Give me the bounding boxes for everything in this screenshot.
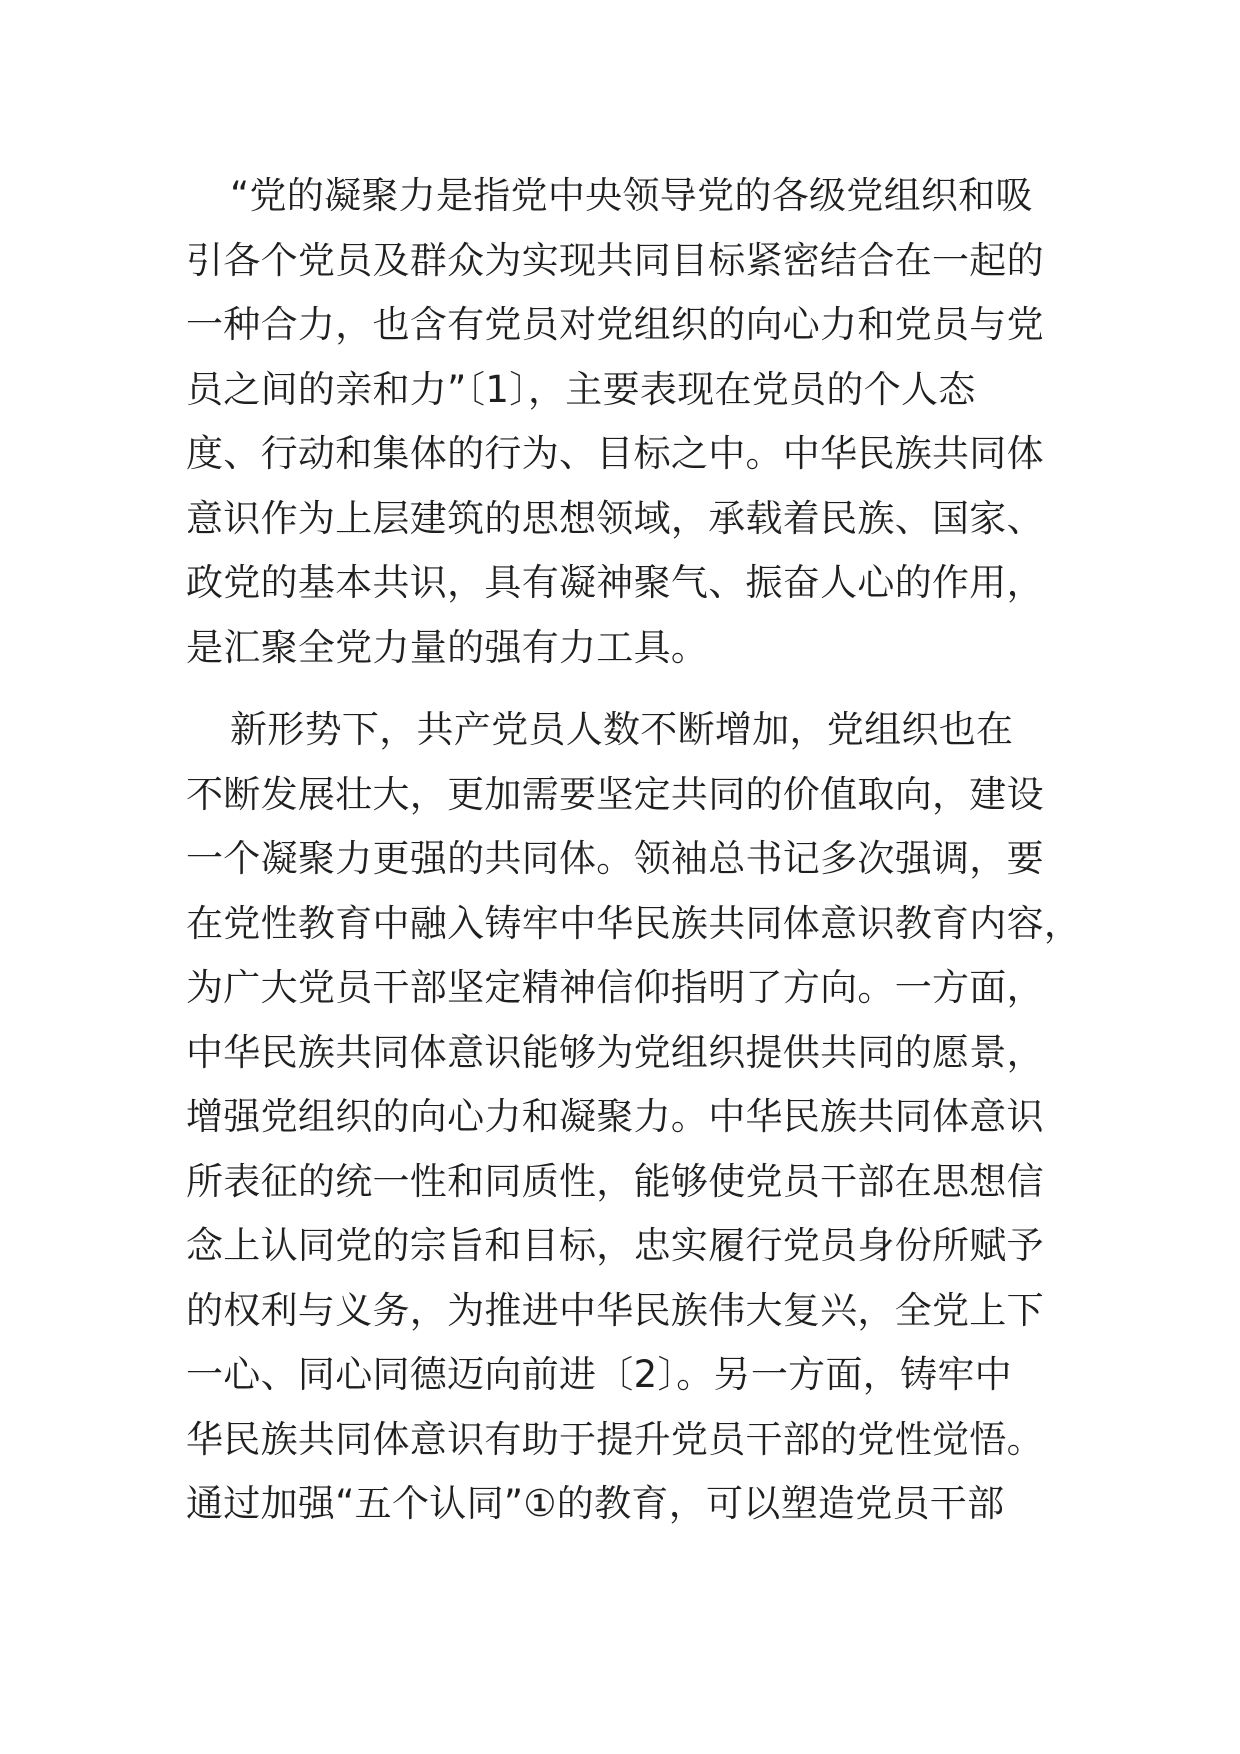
paragraph-line: 华民族共同体意识有助于提升党员干部的党性觉悟。	[186, 1417, 1044, 1461]
paragraph-line: 意识作为上层建筑的思想领域，承载着民族、国家、	[186, 496, 1044, 540]
paragraph-line: 在党性教育中融入铸牢中华民族共同体意识教育内容，	[186, 901, 1082, 945]
paragraph-line: “党的凝聚力是指党中央领导党的各级党组织和吸	[230, 174, 1033, 217]
paragraph-line: 所表征的统一性和同质性，能够使党员干部在思想信	[186, 1159, 1044, 1203]
paragraph-line: 通过加强“五个认同”①的教育，可以塑造党员干部	[186, 1482, 1005, 1525]
paragraph-line: 的权利与义务，为推进中华民族伟大复兴，全党上下	[186, 1288, 1044, 1332]
paragraph-line: 度、行动和集体的行为、目标之中。中华民族共同体	[186, 432, 1044, 475]
paragraph-line: 为广大党员干部坚定精神信仰指明了方向。一方面，	[186, 966, 1044, 1009]
paragraph-line: 一心、同心同德迈向前进〔2〕。另一方面，铸牢中	[186, 1353, 1012, 1396]
paragraph-line: 引各个党员及群众为实现共同目标紧密结合在一起的	[186, 238, 1044, 282]
paragraph-line: 念上认同党的宗旨和目标，忠实履行党员身份所赋予	[186, 1224, 1044, 1267]
paragraph-2	[186, 698, 1086, 1537]
paragraph-line: 是汇聚全党力量的强有力工具。	[186, 625, 709, 669]
paragraph-line: 不断发展壮大，更加需要坚定共同的价值取向，建设	[186, 772, 1044, 816]
paragraph-line: 新形势下，共产党员人数不断增加，党组织也在	[230, 708, 1014, 751]
paragraph-line: 增强党组织的向心力和凝聚力。中华民族共同体意识	[186, 1095, 1044, 1138]
paragraph-line: 中华民族共同体意识能够为党组织提供共同的愿景，	[186, 1030, 1044, 1074]
paragraph-line: 员之间的亲和力”〔1〕，主要表现在党员的个人态	[186, 367, 976, 411]
paragraph-1	[186, 164, 1086, 680]
paragraph-line: 一个凝聚力更强的共同体。领袖总书记多次强调，要	[186, 837, 1044, 880]
paragraph-line: 一种合力，也含有党员对党组织的向心力和党员与党	[186, 303, 1044, 346]
paragraph-line: 政党的基本共识，具有凝神聚气、振奋人心的作用，	[186, 561, 1044, 604]
